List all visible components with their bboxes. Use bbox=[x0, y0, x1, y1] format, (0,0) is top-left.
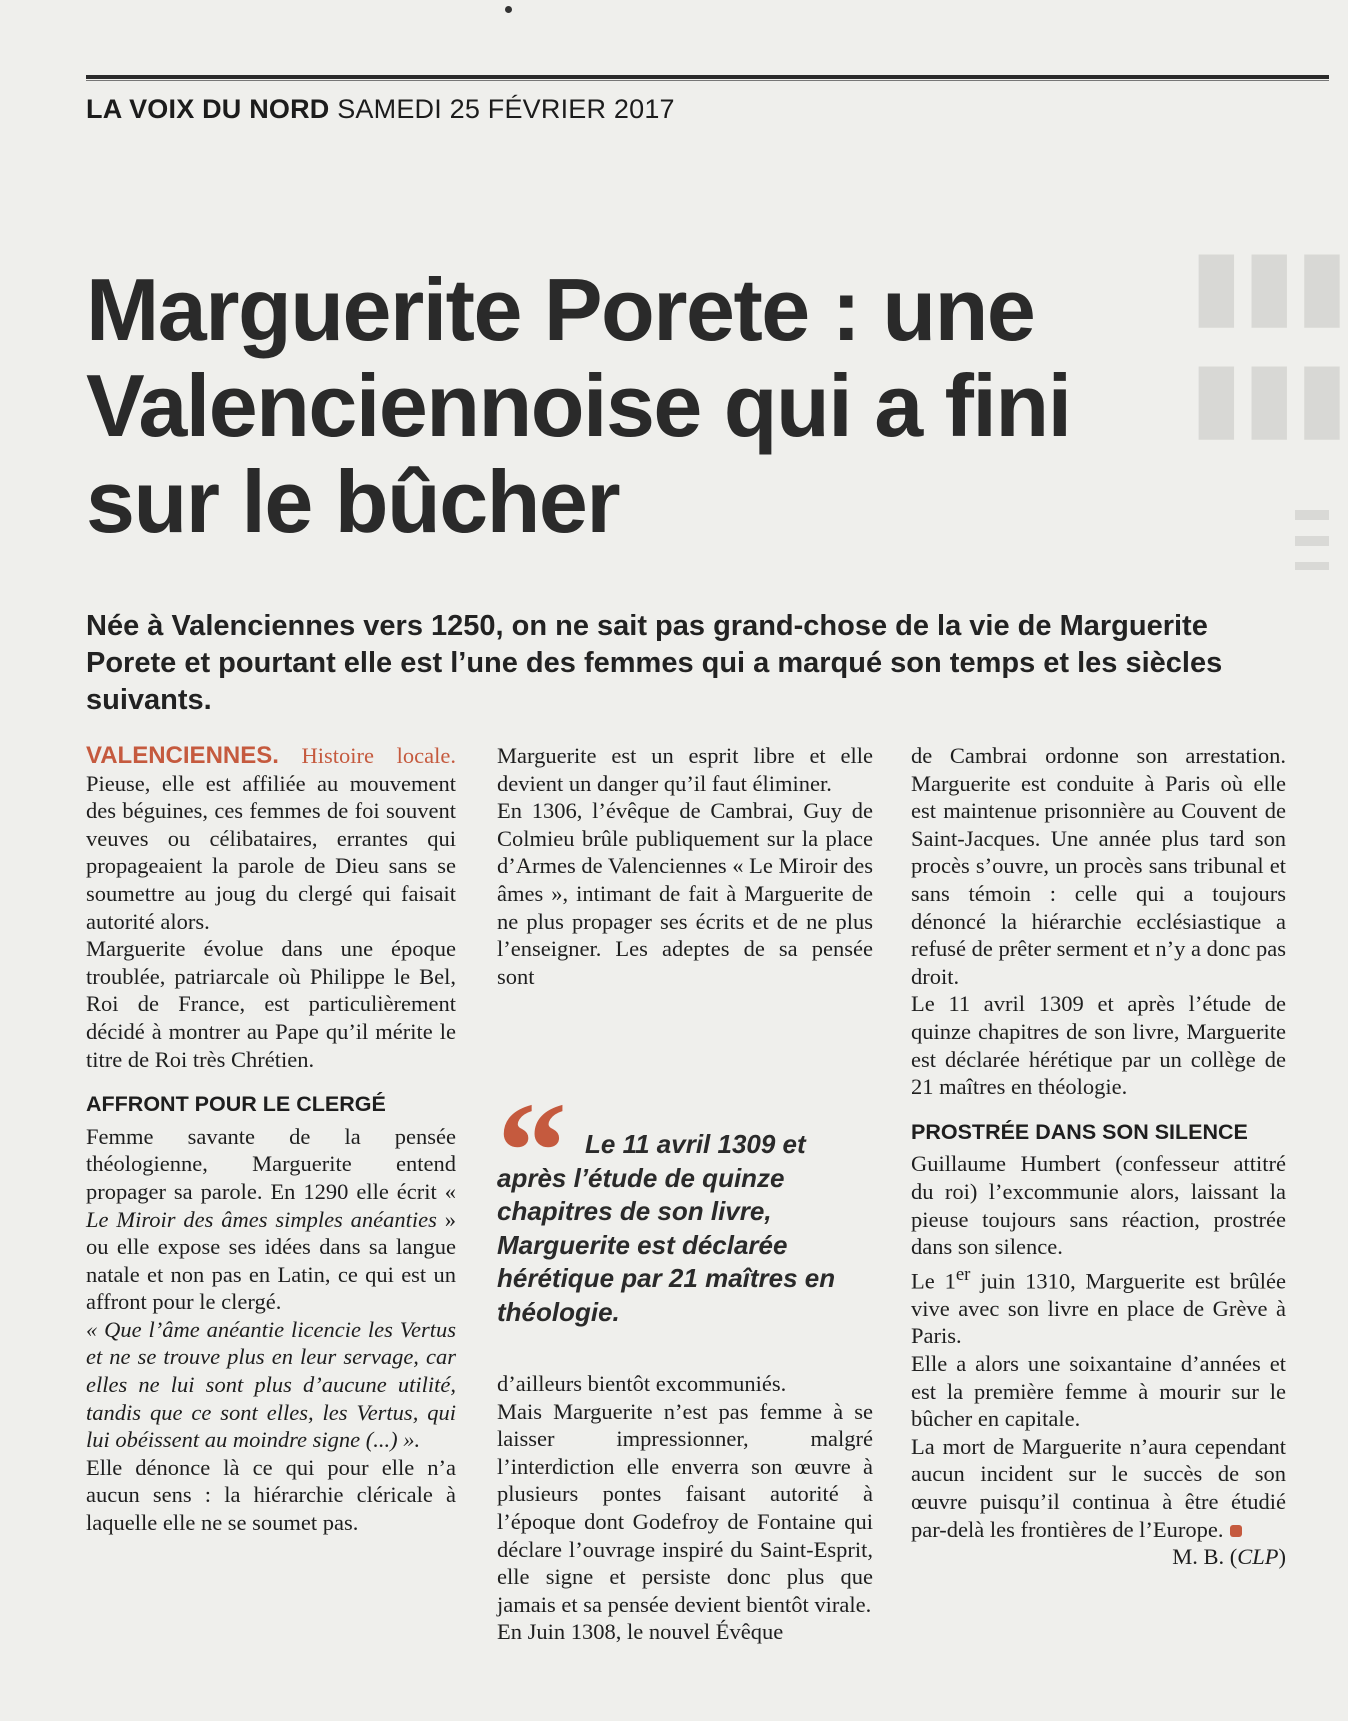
bleed-through-ghost: ▮▮▮ ▮▮▮ bbox=[1190, 230, 1348, 449]
column-2-top bbox=[497, 742, 873, 1072]
masthead-rule-thin bbox=[86, 80, 1329, 81]
masthead bbox=[86, 94, 675, 125]
col3-text-6: La mort de Marguerite n’aura cependant aucun incident sur le succès de son œuvre puisqu’il continua à être étudié par-delà les frontières de l’Europe. bbox=[911, 1433, 1286, 1542]
col2-paragraph-5: En Juin 1308, le nouvel Évêque bbox=[497, 1619, 784, 1645]
col3-paragraph-5: Elle a alors une soixantaine d’années et est la première femme à mourir sur le bûcher en capitale. bbox=[911, 1350, 1286, 1432]
newspaper-name: LA VOIX DU NORD bbox=[86, 94, 330, 124]
signature-close: ) bbox=[1278, 1544, 1286, 1570]
pull-quote-text: Le 11 avril 1309 et après l’étude de quinze chapitres de son livre, Marguerite est déclarée hérétique par 21 maîtres en théologie. bbox=[497, 1129, 836, 1327]
byline-signature bbox=[911, 1543, 1286, 1571]
col3-paragraph-4 bbox=[911, 1261, 1286, 1350]
column-1 bbox=[86, 742, 456, 1712]
ordinal-superscript: er bbox=[955, 1263, 971, 1285]
issue-date: SAMEDI 25 FÉVRIER 2017 bbox=[337, 94, 675, 124]
standfirst: Née à Valenciennes vers 1250, on ne sait pas grand-chose de la vie de Marguerite Porete et pourtant elle est l’une des femmes qui a marqué son temps et les siècles suivants. bbox=[86, 610, 1223, 716]
book-title: Le Miroir des âmes simples anéanties bbox=[86, 1206, 437, 1232]
end-mark-icon bbox=[1230, 1525, 1242, 1537]
masthead-rule bbox=[86, 75, 1329, 79]
kicker-rubric: Histoire locale. bbox=[301, 743, 456, 768]
headline: Marguerite Porete : une Valenciennoise qui a fini sur le bûcher bbox=[86, 260, 1071, 551]
col1-paragraph-2: Marguerite évolue dans une époque troublée, patriarcale où Philippe le Bel, Roi de France, est particulièrement décidé à montrer au Pape qu’il mérite le titre de Roi très Chrétien. bbox=[86, 936, 456, 1072]
kicker-location: VALENCIENNES. bbox=[86, 742, 279, 769]
col1-text-1: Pieuse, elle est affiliée au mouvement des béguines, ces femmes de foi souvent veuves ou célibataires, errantes qui propageaient la parole de Dieu sans se soumettre au joug du clergé qui faisait autorité alors. bbox=[86, 770, 456, 934]
signature-initials: M. B. ( bbox=[1172, 1544, 1238, 1570]
col1-paragraph-3 bbox=[86, 1123, 456, 1316]
col2-paragraph-2: En 1306, l’évêque de Cambrai, Guy de Colmieu brûle publiquement sur la place d’Armes de Valenciennes « Le Miroir des âmes », intimant de fait à Marguerite de ne plus propager ses écrits et de ne plus l’enseigner. Les adeptes de sa pensée sont bbox=[497, 798, 873, 989]
col3-text-4a: Le 1 bbox=[911, 1268, 956, 1294]
col3-text-4b: juin 1310, Marguerite est brûlée vive avec son livre en place de Grève à Paris. bbox=[911, 1268, 1286, 1349]
column-3 bbox=[911, 742, 1286, 1712]
col2-paragraph-1: Marguerite est un esprit libre et elle devient un danger qu’il faut éliminer. bbox=[497, 743, 873, 796]
col1-quote-text: « Que l’âme anéantie licencie les Vertus et ne se trouve plus en leur servage, car elles ne lui sont plus d’aucune utilité, tandis que ce sont elles, les Vertus, qui lui obéissent au moindre signe (...) ». bbox=[86, 1316, 456, 1453]
col2-paragraph-3: d’ailleurs bientôt excommuniés. bbox=[497, 1371, 787, 1396]
subhead-affront: AFFRONT POUR LE CLERGÉ bbox=[86, 1092, 386, 1117]
pull-quote bbox=[497, 1074, 873, 1372]
col3-paragraph-2: Le 11 avril 1309 et après l’étude de quinze chapitres de son livre, Marguerite est déclarée hérétique par un collège de 21 maîtres en théologie. bbox=[911, 991, 1286, 1100]
col3-paragraph-3: Guillaume Humbert (confesseur attitré du roi) l’excommunie alors, laissant la pieuse toujours sans réaction, prostrée dans son silence. bbox=[911, 1151, 1286, 1260]
bleed-through-lines bbox=[1295, 510, 1329, 570]
top-dot bbox=[505, 6, 512, 13]
column-2-bottom bbox=[497, 1370, 873, 1710]
col3-paragraph-6 bbox=[911, 1433, 1286, 1543]
col1-text-3b: » ou elle expose ses idées dans sa langue natale et non pas en Latin, ce qui est un affront pour le clergé. bbox=[86, 1206, 457, 1315]
subhead-prostree: PROSTRÉE DANS SON SILENCE bbox=[911, 1119, 1248, 1144]
col1-text-3a: Femme savante de la pensée théologienne, Marguerite entend propager sa parole. En 1290 elle écrit « bbox=[86, 1123, 456, 1204]
col1-quote bbox=[86, 1316, 456, 1454]
col1-paragraph-1 bbox=[86, 742, 456, 935]
col2-paragraph-4: Mais Marguerite n’est pas femme à se laisser impressionner, malgré l’interdiction elle enverra son œuvre à plusieurs pontes faisant autorité à l’époque dont Godefroy de Fontaine qui déclare l’ouvrage inspiré du Saint-Esprit, elle signe et persiste donc plus que jamais et sa pensée devient bientôt virale. bbox=[497, 1398, 873, 1617]
signature-agency: CLP bbox=[1237, 1544, 1279, 1570]
col1-paragraph-4: Elle dénonce là ce qui pour elle n’a aucun sens : la hiérarchie cléricale à laquelle elle ne se soumet pas. bbox=[86, 1454, 456, 1536]
col3-paragraph-1: de Cambrai ordonne son arrestation. Marguerite est conduite à Paris où elle est maintenue prisonnière au Couvent de Saint-Jacques. Une année plus tard son procès s’ouvre, un procès sans tribunal et sans témoin : celle qui a toujours dénoncé la hiérarchie ecclésiastique a refusé de prêter serment et n’y a donc pas droit. bbox=[911, 743, 1286, 989]
quote-mark-icon: “ bbox=[497, 1074, 567, 1229]
